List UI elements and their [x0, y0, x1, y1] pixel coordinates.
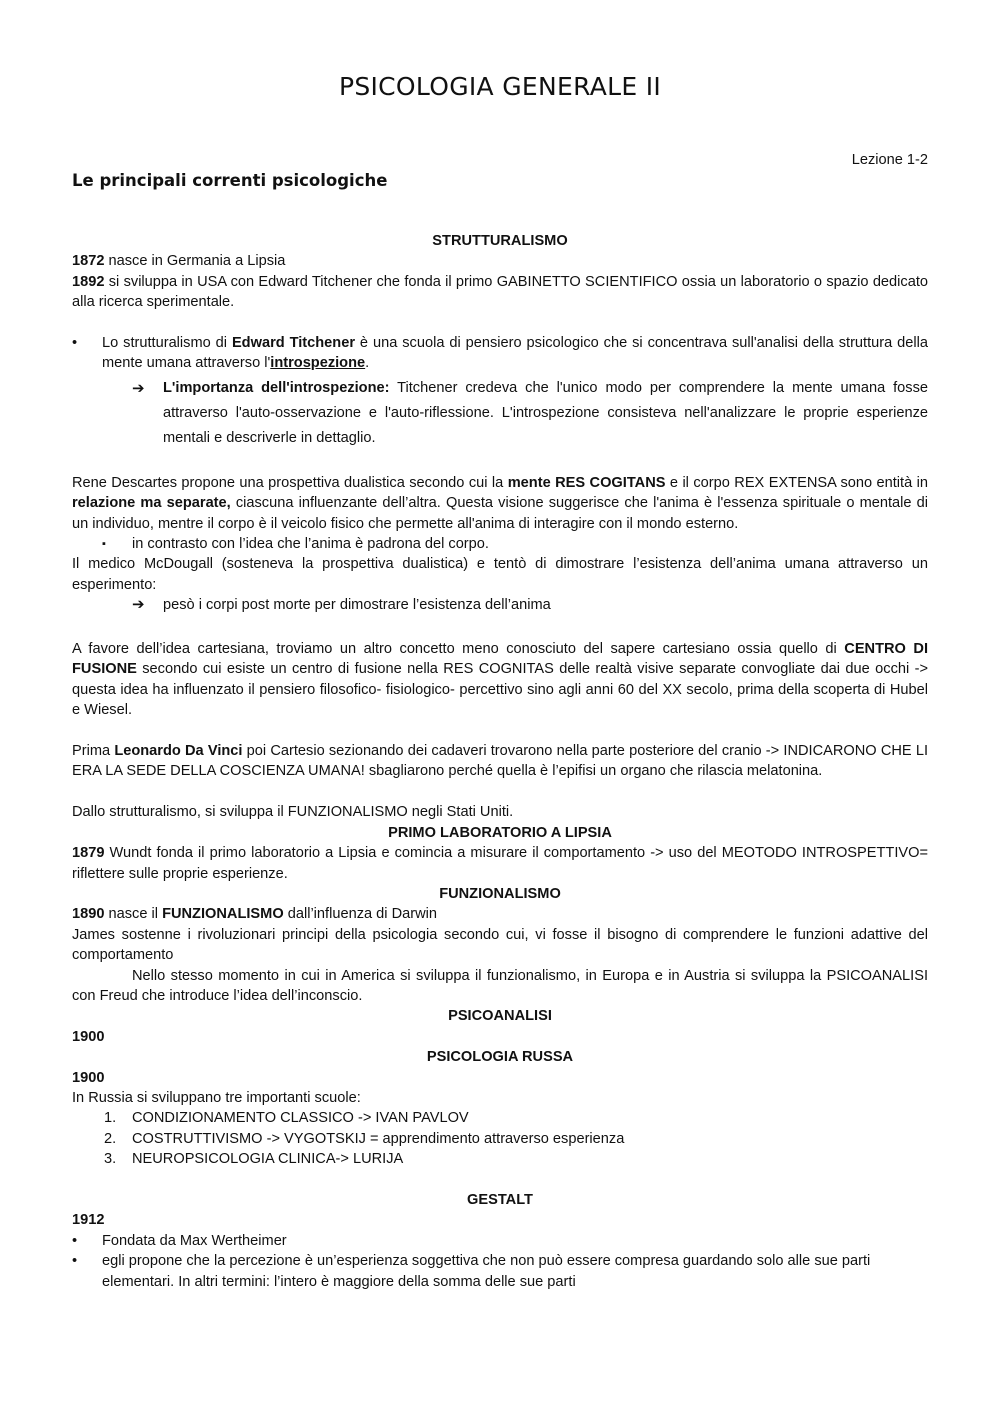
- paragraph-funzionalismo-intro: Dallo strutturalismo, si sviluppa il FUNZIONALISMO negli Stati Uniti.: [72, 804, 514, 821]
- bullet-icon: •: [72, 1232, 78, 1249]
- year-1879: 1879: [72, 845, 105, 862]
- paragraph-1879: 1879 Wundt fonda il primo laboratorio a Lipsia e comincia a misurare il comportamento -> uso del MEOTODO INTROSPETTIVO= riflettere sulle proprie esperienze.: [72, 845, 928, 882]
- spacer: [72, 782, 928, 802]
- paragraph-james: James sostenne i rivoluzionari principi della psicologia secondo cui, vi fosse il bisogno di comprendere le funzioni adattive del comportamento: [72, 926, 928, 964]
- list-item-lurija: 3. NEUROPSICOLOGIA CLINICA-> LURIJA: [104, 1151, 404, 1168]
- heading-strutturalismo: STRUTTURALISMO: [432, 233, 568, 249]
- heading-funzionalismo: FUNZIONALISMO: [439, 885, 561, 902]
- document-title: PSICOLOGIA GENERALE II: [338, 72, 662, 101]
- document-subtitle: Le principali correnti psicologiche: [72, 171, 388, 190]
- arrow-right-icon: ➔: [132, 596, 145, 614]
- square-bullet-icon: ▪: [102, 538, 106, 551]
- paragraph-1890: 1890 nasce il FUNZIONALISMO dall’influenza di Darwin: [72, 906, 437, 923]
- arrow-right-icon: ➔: [132, 379, 145, 397]
- paragraph-1892: 1892 si sviluppa in USA con Edward Titchener che fonda il primo GABINETTO SCIENTIFICO ossia un laboratorio o spazio dedicato alla ricerca sperimentale.: [72, 273, 928, 311]
- bullet-icon: •: [72, 1253, 78, 1270]
- bullet-icon: •: [72, 335, 78, 352]
- year-psicoanalisi: 1900: [72, 1028, 105, 1045]
- spacer: [72, 619, 928, 639]
- heading-psicoanalisi: PSICOANALISI: [448, 1008, 552, 1025]
- paragraph-mcdougall: Il medico McDougall (sosteneva la prospettiva dualistica) e tentò di dimostrare l’esistenza dell’anima umana attraverso un esperimento:: [72, 556, 928, 593]
- paragraph-russia-intro: In Russia si sviluppano tre importanti scuole:: [72, 1089, 361, 1106]
- heading-lipsia: PRIMO LABORATORIO A LIPSIA: [388, 824, 612, 841]
- year-1872: 1872: [72, 253, 105, 270]
- list-item-introspezione: ➔ L'importanza dell'introspezione: Titchener credeva che l'unico modo per comprendere la mente umana fosse attraverso l'auto-osservazione e l'auto-riflessione. L'introspezione consisteva nell'analizzare le proprie esperienze mentali e descriverle in dettaglio.: [72, 376, 928, 451]
- year-russa: 1900: [72, 1069, 105, 1086]
- heading-gestalt: GESTALT: [467, 1191, 533, 1208]
- list-item-vygotskij: 2. COSTRUTTIVISMO -> VYGOTSKIJ = apprendimento attraverso esperienza: [104, 1130, 625, 1147]
- paragraph-centro-fusione: A favore dell’idea cartesiana, troviamo un altro concetto meno conosciuto del sapere cartesiano ossia quello di CENTRO DI FUSIONE secondo cui esiste un centro di fusione nella RES COGNITAS delle realtà visive separate convogliate dai due occhi -> questa idea ha influenzato il pensiero filosofico- fisiologico- percettivo sino agli anni 60 del XX secolo, prima della scoperta di Hubel e Wiesel.: [72, 641, 928, 719]
- heading-psicologia-russa: PSICOLOGIA RUSSA: [426, 1049, 574, 1066]
- paragraph-freud: Nello stesso momento in cui in America si sviluppa il funzionalismo, in Europa e in Austria si sviluppa la PSICOANALISI con Freud che introduce l’idea dell’inconscio.: [72, 967, 928, 1004]
- document-body: [72, 231, 928, 1292]
- year-1892: 1892: [72, 273, 105, 290]
- year-gestalt: 1912: [72, 1212, 105, 1229]
- lesson-label: Lezione 1-2: [851, 152, 928, 168]
- list-item-wertheimer: • Fondata da Max Wertheimer: [72, 1231, 928, 1251]
- spacer: [72, 451, 928, 473]
- list-item-titchener: • Lo strutturalismo di Edward Titchener è una scuola di pensiero psicologico che si concentrava sull'analisi della struttura della mente umana attraverso l'introspezione.: [72, 335, 929, 372]
- spacer: [72, 1170, 928, 1190]
- list-item-pesò: ➔ pesò i corpi post morte per dimostrare l’esistenza dell’anima: [72, 595, 928, 615]
- list-item-pavlov: 1. CONDIZIONAMENTO CLASSICO -> IVAN PAVLOV: [104, 1110, 469, 1127]
- list-item-contrasto: ▪ in contrasto con l’idea che l’anima è padrona del corpo.: [72, 534, 928, 554]
- spacer: [72, 313, 928, 333]
- paragraph-descartes: Rene Descartes propone una prospettiva dualistica secondo cui la mente RES COGITANS e il corpo REX EXTENSA sono entità in relazione ma separate, ciascuna influenzante dell’altra. Questa visione suggerisce che l'anima è l'essenza spirituale o mentale di un individuo, mentre il corpo è il veicolo fisico che permette all'anima di interagire con il mondo esterno.: [72, 474, 928, 532]
- year-1890: 1890: [72, 906, 105, 923]
- paragraph-1872: 1872 nasce in Germania a Lipsia: [72, 253, 286, 270]
- spacer: [72, 721, 928, 741]
- list-item-percezione: • egli propone che la percezione è un’esperienza soggettiva che non può essere compresa guardando solo alle sue parti elementari. In altri termini: l’intero è maggiore della somma delle sue parti: [72, 1253, 871, 1290]
- paragraph-da-vinci: Prima Leonardo Da Vinci poi Cartesio sezionando dei cadaveri trovarono nella parte posteriore del cranio -> INDICARONO CHE LI ERA LA SEDE DELLA COSCIENZA UMANA! sbagliarono perché quella è l’epifisi un organo che rilascia melatonina.: [72, 743, 929, 780]
